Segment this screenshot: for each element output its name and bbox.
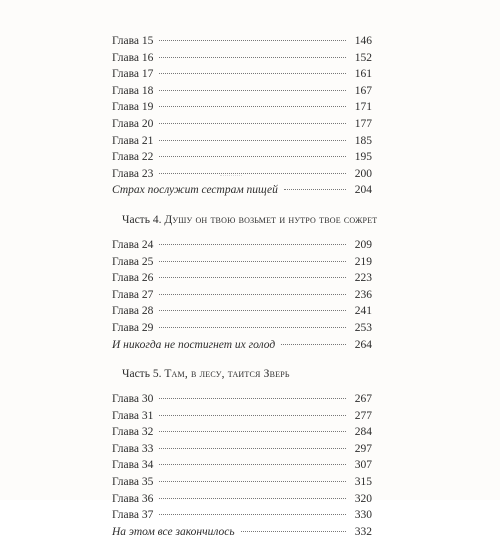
toc-chapter-entry	[112, 287, 372, 304]
entry-title: Глава 37	[112, 509, 154, 522]
entry-title: Глава 25	[112, 255, 154, 268]
entry-page-number: 241	[354, 305, 372, 318]
dot-leader	[159, 156, 346, 157]
entry-title: Глава 17	[112, 68, 154, 81]
entry-title: Глава 32	[112, 426, 154, 439]
entry-title: Глава 30	[112, 393, 154, 406]
toc-chapter-entry	[112, 50, 372, 67]
toc-chapter-entry	[112, 166, 372, 183]
entry-page-number: 223	[354, 272, 372, 285]
entry-page-number: 204	[354, 184, 372, 197]
entry-page-number: 330	[354, 509, 372, 522]
part-title: Там, в лесу, таится Зверь	[164, 368, 290, 381]
dot-leader	[159, 173, 346, 174]
entry-title: Страх послужит сестрам пищей	[112, 184, 278, 197]
entry-page-number: 152	[354, 51, 372, 64]
toc-chapter-entry	[112, 33, 372, 50]
entry-title: И никогда не постигнет их голод	[112, 338, 276, 351]
part-number: Часть 5.	[122, 368, 162, 381]
entry-title: Глава 27	[112, 288, 154, 301]
entry-title: На этом все закончилось	[112, 525, 235, 538]
toc-chapter-entry	[112, 391, 372, 408]
entry-title: Глава 15	[112, 35, 154, 47]
toc-chapter-entry	[112, 270, 372, 287]
entry-page-number: 332	[354, 525, 372, 538]
dot-leader	[159, 398, 346, 399]
entry-page-number: 185	[354, 134, 372, 147]
toc-chapter-entry	[112, 441, 372, 458]
toc-chapter-entry	[112, 237, 372, 254]
dot-leader	[159, 40, 346, 41]
entry-title: Глава 18	[112, 84, 154, 97]
toc-chapter-entry	[112, 133, 372, 150]
toc-chapter-entry	[112, 149, 372, 166]
entry-title: Глава 19	[112, 101, 154, 114]
entry-page-number: 320	[354, 492, 372, 505]
dot-leader	[159, 73, 346, 74]
entry-title: Глава 36	[112, 492, 154, 505]
entry-title: Глава 21	[112, 134, 154, 147]
entry-page-number: 161	[354, 68, 372, 81]
toc-chapter-entry	[112, 116, 372, 133]
entry-page-number: 315	[354, 476, 372, 489]
dot-leader	[159, 514, 346, 515]
entry-page-number: 253	[354, 321, 372, 334]
dot-leader	[159, 261, 346, 262]
part-heading	[112, 366, 372, 382]
dot-leader	[159, 123, 346, 124]
toc-chapter-entry	[112, 66, 372, 83]
entry-page-number: 219	[354, 255, 372, 268]
toc-chapter-entry	[112, 424, 372, 441]
entry-title: Глава 24	[112, 238, 154, 251]
toc-chapter-entry	[112, 99, 372, 116]
dot-leader	[284, 189, 346, 190]
part-title: Душу он твою возьмет и нутро твое сожрет	[164, 213, 378, 226]
part-number: Часть 4.	[122, 213, 162, 226]
entry-title: Глава 22	[112, 151, 154, 164]
toc-interlude-entry	[112, 337, 372, 354]
faint-dotted-mark	[220, 172, 242, 176]
entry-title: Глава 16	[112, 51, 154, 64]
entry-title: Глава 35	[112, 476, 154, 489]
dot-leader	[281, 344, 346, 345]
dot-leader	[159, 448, 346, 449]
entry-page-number: 264	[354, 338, 372, 351]
table-of-contents	[112, 33, 378, 540]
entry-title: Глава 20	[112, 117, 154, 130]
entry-page-number: 209	[354, 238, 372, 251]
dot-leader	[159, 294, 346, 295]
toc-interlude-entry	[112, 524, 372, 540]
toc-chapter-entry	[112, 457, 372, 474]
part-heading	[112, 212, 378, 228]
dot-leader	[159, 481, 346, 482]
dot-leader	[159, 90, 346, 91]
toc-chapter-entry	[112, 507, 372, 524]
toc-chapter-entry	[112, 83, 372, 100]
entry-page-number: 236	[354, 288, 372, 301]
entry-title: Глава 31	[112, 409, 154, 422]
entry-page-number: 167	[354, 84, 372, 97]
toc-chapter-entry	[112, 320, 372, 337]
entry-page-number: 267	[354, 393, 372, 406]
dot-leader	[159, 57, 346, 58]
entry-title: Глава 28	[112, 305, 154, 318]
dot-leader	[159, 415, 346, 416]
dot-leader	[159, 498, 346, 499]
entry-page-number: 177	[354, 117, 372, 130]
dot-leader	[159, 140, 346, 141]
dot-leader	[159, 431, 346, 432]
dot-leader	[159, 327, 346, 328]
entry-page-number: 277	[354, 409, 372, 422]
dot-leader	[159, 244, 346, 245]
entry-title: Глава 34	[112, 459, 154, 472]
dot-leader	[241, 531, 346, 532]
toc-chapter-entry	[112, 408, 372, 425]
entry-title: Глава 23	[112, 167, 154, 180]
entry-title: Глава 29	[112, 321, 154, 334]
toc-chapter-entry	[112, 303, 372, 320]
toc-chapter-entry	[112, 491, 372, 508]
dot-leader	[159, 464, 346, 465]
toc-interlude-entry	[112, 182, 372, 199]
dot-leader	[159, 277, 346, 278]
entry-page-number: 284	[354, 426, 372, 439]
entry-page-number: 200	[354, 167, 372, 180]
entry-page-number: 195	[354, 151, 372, 164]
entry-page-number: 307	[354, 459, 372, 472]
entry-title: Глава 26	[112, 272, 154, 285]
dot-leader	[159, 106, 346, 107]
dot-leader	[159, 310, 346, 311]
entry-title: Глава 33	[112, 442, 154, 455]
entry-page-number: 146	[354, 35, 372, 47]
toc-chapter-entry	[112, 474, 372, 491]
entry-page-number: 171	[354, 101, 372, 114]
entry-page-number: 297	[354, 442, 372, 455]
toc-chapter-entry	[112, 254, 372, 271]
